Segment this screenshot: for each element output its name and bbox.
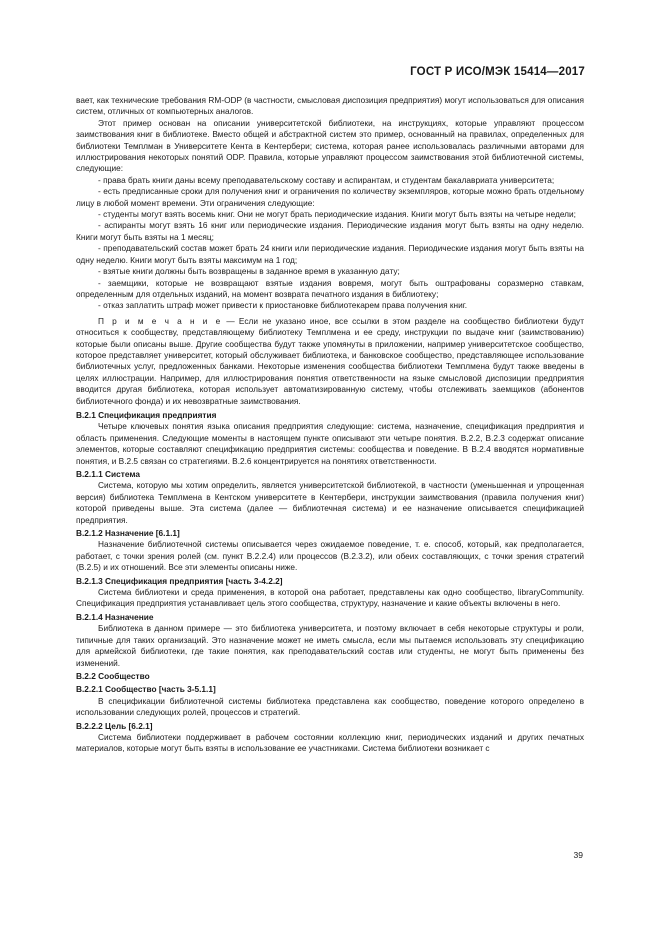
- list-item: - взятые книги должны быть возвращены в заданное время в указанную дату;: [98, 266, 400, 277]
- document-body: [76, 95, 584, 755]
- section-heading: B.2.1.4 Назначение: [76, 611, 154, 622]
- list-item: - отказ заплатить штраф может привести к приостановке библиотекарем права получения книг.: [98, 300, 468, 311]
- section-heading: B.2.2.1 Сообщество [часть 3-5.1.1]: [76, 684, 216, 695]
- list-item: - аспиранты могут взять 16 книг или периодические издания. Периодические издания могут быть взяты на одну неделю. Книги могут быть взяты на 1 месяц;: [76, 220, 584, 242]
- paragraph: вает, как технические требования RM-ODP (в частности, смысловая диспозиция предприятия) могут использоваться для описания систем, отличных от компьютерных аналогов.: [76, 95, 584, 117]
- list-item: - есть предписанные сроки для получения книг и ограничения по количеству экземпляров, которые можно брать отдельному лицу в любой момент времени. Эти ограничения следующие:: [76, 186, 584, 208]
- paragraph: Четыре ключевых понятия языка описания предприятия следующие: система, назначение, спецификация предприятия и область применения. Следующие моменты в настоящем пункте описывают эти четыре понятия. B.2.2, B.2.3 содержат описание элементов, которые составляют спецификацию предприятия системы: сообщества и поведение. В B.2.4 вводятся нормативные понятия, и B.2.5 связан со стратегиями. B.2.6 концентрируется на понятиях ответственности.: [76, 421, 584, 466]
- list-item: - студенты могут взять восемь книг. Они не могут брать периодические издания. Книги могут быть взяты на четыре недели;: [98, 209, 576, 220]
- note-paragraph: [76, 316, 584, 407]
- paragraph: Система, которую мы хотим определить, является университетской библиотекой, в частности (уменьшенная и упрощенная версия) библиотека Темплмена в Кентском университете в Кентербери, инструкции заимствования (правила получения книг) которой приведены выше. Эта система (далее — библиотечная система) и ее назначение описывается спецификацией предприятия.: [76, 480, 584, 525]
- paragraph: Назначение библиотечной системы описывается через ожидаемое поведение, т. е. способ, который, как предполагается, работает, с точки зрения ролей (см. пункт B.2.2.4) или процессов (B.2.3.2), или обеих составляющих, с точки зрения стратегий (B.2.5) и их отношений. Все эти элементы описаны ниже.: [76, 539, 584, 573]
- list-item: - права брать книги даны всему преподавательскому составу и аспирантам, и студентам бакалавриата университета;: [98, 174, 555, 185]
- section-heading: B.2.1 Спецификация предприятия: [76, 409, 217, 420]
- page-number: 39: [573, 850, 583, 860]
- paragraph: Система библиотеки поддерживает в рабочем состоянии коллекцию книг, периодических изданий и других печатных материалов, которые могут быть взяты в использование ее участниками. Система библиотеки возникает с: [76, 731, 584, 754]
- list-item: - преподавательский состав может брать 24 книги или периодические издания. Периодические издания могут быть взяты на одну неделю. Книги могут быть взяты максимум на 1 год;: [76, 243, 584, 265]
- paragraph: Библиотека в данном примере — это библиотека университета, и поэтому включает в себя некоторые структуры и роли, типичные для таких организаций. Это назначение может не иметь смысла, если мы пытаемся использовать эту спецификацию для армейской библиотеки, где такие понятия, как преподавательский состав или студенты, не могут быть применены без изменений.: [76, 623, 584, 668]
- section-heading: B.2.1.1 Система: [76, 469, 140, 479]
- section-heading: B.2.2.2 Цель [6.2.1]: [76, 720, 153, 731]
- paragraph: Система библиотеки и среда применения, в которой она работает, представлены как одно сообщество, libraryCommunity. Спецификация предприятия устанавливает цель этого сообщества, структуру, назначение и какие объекты включены в него.: [76, 587, 584, 609]
- section-heading: B.2.2 Сообщество: [76, 670, 150, 681]
- section-heading: B.2.1.2 Назначение [6.1.1]: [76, 528, 180, 539]
- paragraph: Этот пример основан на описании университетской библиотеки, на инструкциях, которые управляют процессом заимствования книг в библиотеке. Вместо общей и абстрактной систем это пример, основанный на правилах, определенных для библиотеки Темплман в Университете Кента в Кентербери; система, которая ранее использовалась различными авторами для иллюстрирования некоторых понятий ODP. Правила, которые управляют процессом заимствования этой библиотечной системы, следующие:: [76, 117, 584, 174]
- standard-header: ГОСТ Р ИСО/МЭК 15414—2017: [410, 66, 585, 78]
- note-text: — Если не указано иное, все ссылки в этом разделе на сообщество библиотеки будут относиться к сообществу, представляющему библиотеку Темплмена и ее среду, инструкции по выдаче книг (заимствованию) которые были описаны выше. Другие сообщества будут также упомянуты в приложении, например университетское сообщество, которое представляет университет, который обслуживает библиотека, и банковское сообщество, представляющее использование библиотечных услуг, предложенных банками. Некоторые изменения сообщества библиотеки Темплмена будут также введены в целях иллюстрации. Например, для иллюстрирования понятия ответственности на языке смысловой диспозиции предприятия вводится другая библиотека, которая использует автоматизированную систему, чтобы отслеживать заемщиков (абонентов библиотечного фонда) и их невозвратные заимствования.: [76, 315, 585, 406]
- note-label: П р и м е ч а н и е: [98, 315, 223, 326]
- list-item: - заемщики, которые не возвращают взятые издания вовремя, могут быть оштрафованы соразмерно ставкам, определенным для отдельных изданий, на момент возврата печатного издания в библиотеку;: [76, 277, 584, 299]
- paragraph: В спецификации библиотечной системы библиотека представлена как сообщество, поведение которого определено в использовании следующих ролей, процессов и стратегий.: [76, 695, 584, 718]
- section-heading: B.2.1.3 Спецификация предприятия [часть 3-4.2.2]: [76, 575, 283, 586]
